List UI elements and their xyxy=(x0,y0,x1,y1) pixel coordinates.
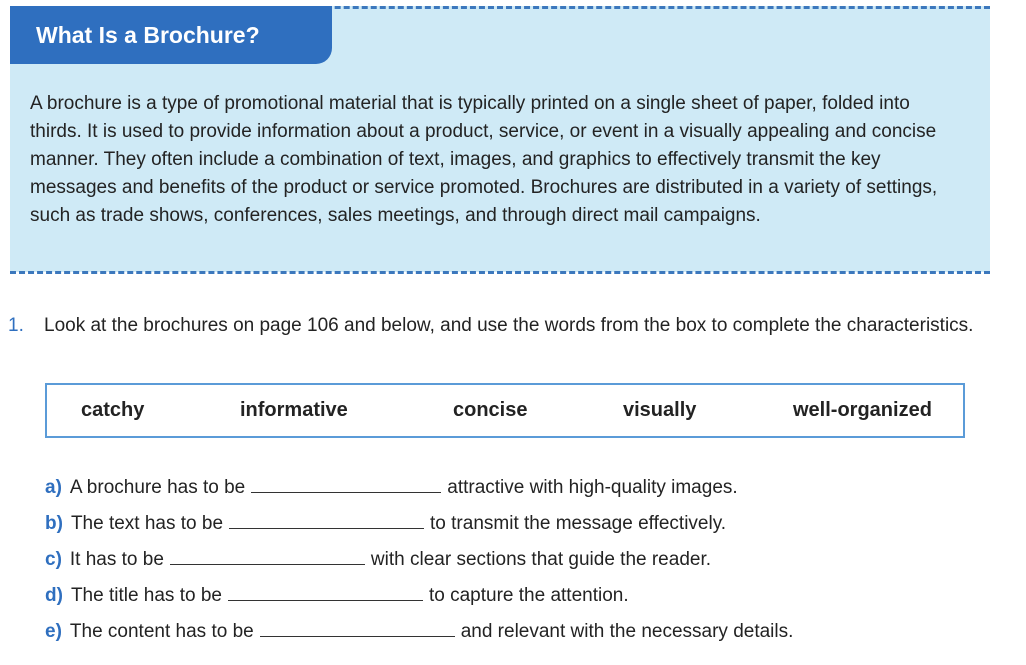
sentence-start: A brochure has to be xyxy=(69,477,246,498)
answer-blank[interactable] xyxy=(170,546,365,565)
word-option: catchy xyxy=(81,399,145,421)
word-option: concise xyxy=(453,399,528,421)
sentence-start: It has to be xyxy=(69,549,164,570)
sentence-end: attractive with high-quality images. xyxy=(447,477,738,498)
word-box xyxy=(45,383,965,438)
sentence-end: to transmit the message effectively. xyxy=(430,513,727,534)
word-option: well-organized xyxy=(793,399,932,421)
sentence-letter: d) xyxy=(45,585,63,606)
sentence-item xyxy=(45,582,1005,618)
sentence-list xyxy=(45,474,1005,654)
sentence-item xyxy=(45,618,1005,654)
answer-blank[interactable] xyxy=(251,474,441,493)
sentence-item xyxy=(45,510,1005,546)
answer-blank[interactable] xyxy=(229,510,424,529)
answer-blank[interactable] xyxy=(260,618,455,637)
sentence-item xyxy=(45,474,1005,510)
info-box-text: A brochure is a type of promotional material that is typically printed on a single sheet of paper, folded into thirds. It is used to provide information about a product, service, or event in a visually appealing and concise manner. They often include a combination of text, images, and graphics to effectively transmit the key messages and benefits of the product or service promoted. Brochures are distributed in a variety of settings, such as trade shows, conferences, sales meetings, and through direct mail campaigns. xyxy=(30,93,938,226)
word-option: visually xyxy=(623,399,697,421)
info-box-title: What Is a Brochure? xyxy=(36,21,260,48)
sentence-end: to capture the attention. xyxy=(428,585,629,606)
sentence-item xyxy=(45,546,1005,582)
word-option: informative xyxy=(240,399,348,421)
answer-blank[interactable] xyxy=(228,582,423,601)
sentence-end: with clear sections that guide the reader. xyxy=(370,549,712,570)
sentence-start: The text has to be xyxy=(70,513,224,534)
title-tab xyxy=(10,6,332,64)
sentence-letter: c) xyxy=(45,549,62,570)
exercise-instruction-text: Look at the brochures on page 106 and below, and use the words from the box to complete the characteristics. xyxy=(44,315,974,336)
exercise-number: 1. xyxy=(8,315,24,336)
exercise-instruction xyxy=(8,312,988,340)
sentence-letter: e) xyxy=(45,621,62,642)
dashed-border-bottom xyxy=(10,271,990,274)
sentence-end: and relevant with the necessary details. xyxy=(460,621,794,642)
info-box xyxy=(10,6,990,272)
sentence-start: The content has to be xyxy=(69,621,254,642)
sentence-letter: a) xyxy=(45,477,62,498)
sentence-letter: b) xyxy=(45,513,63,534)
sentence-start: The title has to be xyxy=(70,585,222,606)
